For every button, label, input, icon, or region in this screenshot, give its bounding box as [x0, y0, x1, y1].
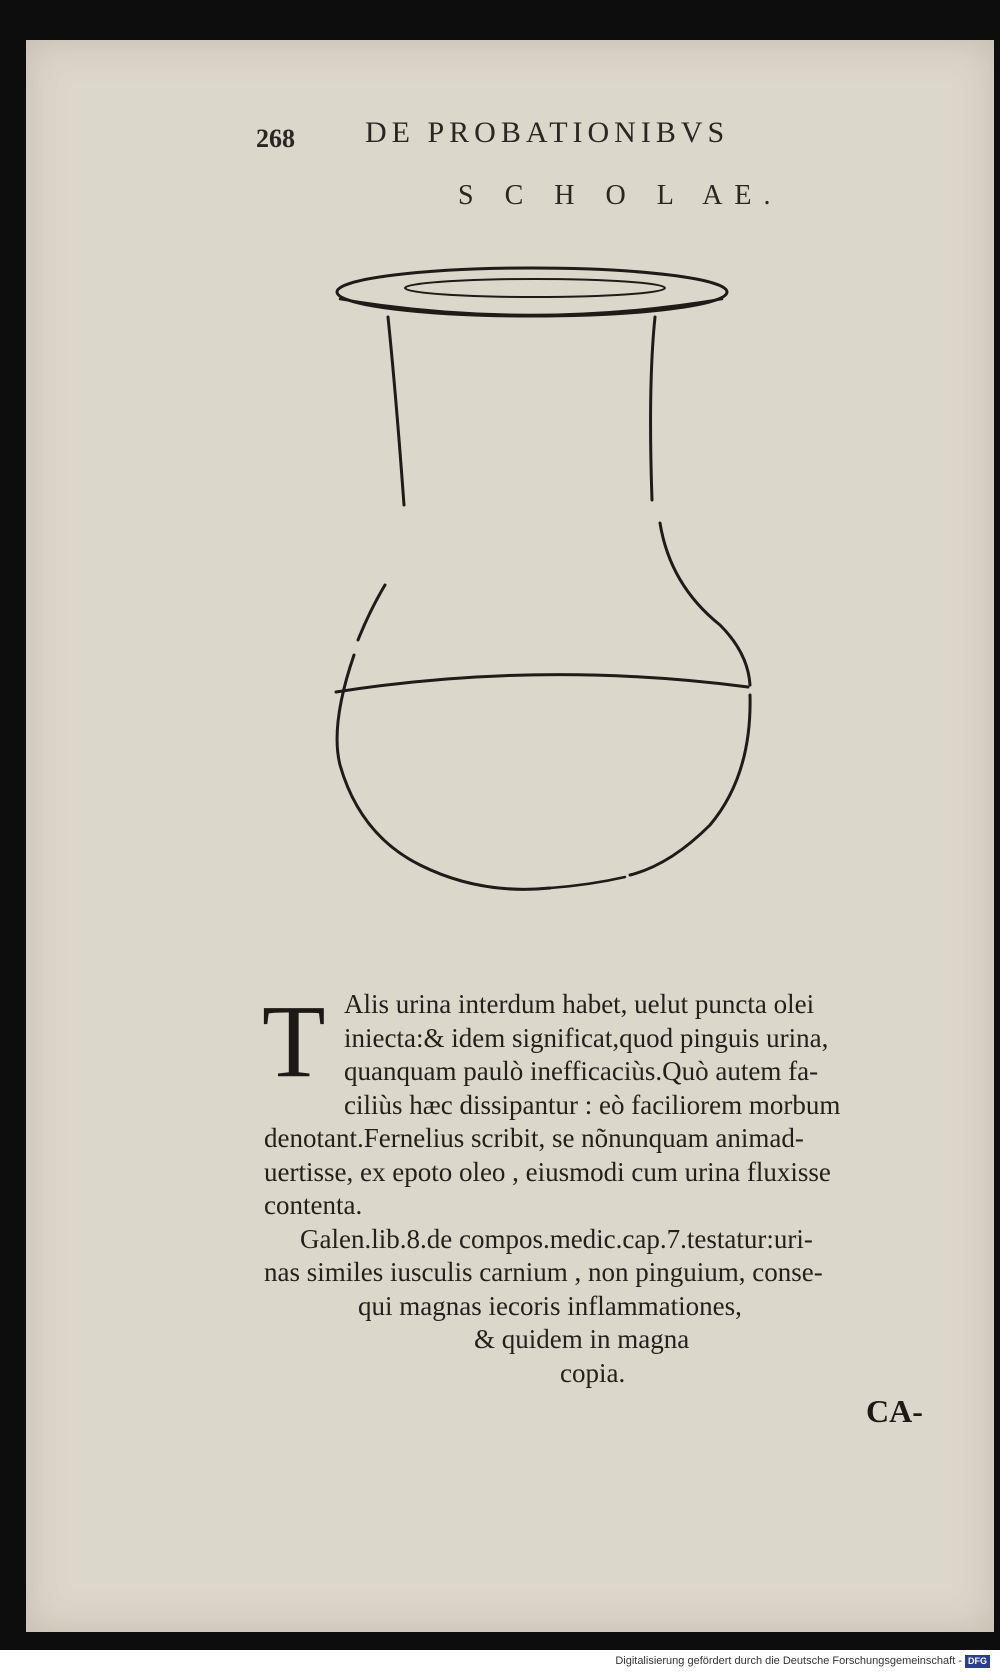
flask-neck-right [651, 317, 655, 500]
text-line: denotant.Fernelius scribit, se nõnunquam animad- [264, 1123, 804, 1153]
flask-rim-lower [340, 299, 722, 315]
section-subtitle: S C H O L AE. [458, 180, 783, 211]
text-line: Alis urina interdum habet, uelut puncta olei [344, 989, 815, 1019]
text-line: iniecta:& idem significat,quod pinguis urina, [344, 1022, 829, 1053]
credit-text: Digitalisierung gefördert durch die Deutsche Forschungsgemeinschaft - [615, 1655, 962, 1667]
drop-cap: T [262, 984, 326, 1099]
digitization-credit [0, 1650, 1000, 1673]
body-text [262, 984, 954, 1390]
catchword: CA- [866, 1393, 923, 1429]
flask-base [550, 877, 625, 888]
text-line: uertisse, ex epoto oleo , eiusmodi cum urina fluxisse [264, 1156, 831, 1187]
flask-body-right [630, 695, 750, 875]
text-line: contenta. [264, 1190, 363, 1220]
text-line: quanquam paulò inefficaciùs.Quò autem fa- [344, 1056, 819, 1086]
flask-shoulder-left [358, 585, 385, 640]
text-line: nas similes iusculis carnium , non pinguium, conse- [264, 1257, 823, 1287]
flask-body-left [337, 655, 550, 889]
running-head: DE PROBATIONIBVS [365, 116, 730, 149]
flask-rim-inner [405, 279, 665, 297]
dfg-logo-badge: DFG [965, 1655, 990, 1668]
text-line: & quidem in magna [474, 1324, 690, 1354]
text-line: qui magnas iecoris inflammationes, [358, 1290, 742, 1321]
flask-shoulder-right [660, 523, 750, 685]
page-number: 268 [256, 124, 295, 153]
flask-neck-left [388, 317, 404, 505]
flask-rim-outer [337, 268, 727, 316]
text-line: copia. [560, 1357, 626, 1388]
flask-liquid-line [336, 675, 748, 692]
urine-flask-illustration [330, 255, 810, 955]
text-line: Galen.lib.8.de compos.medic.cap.7.testatur:uri- [300, 1223, 813, 1254]
text-line: ciliùs hæc dissipantur : eò faciliorem morbum [344, 1089, 841, 1120]
